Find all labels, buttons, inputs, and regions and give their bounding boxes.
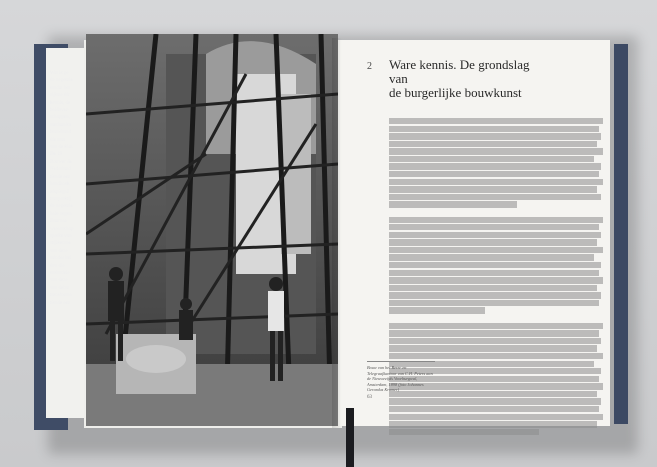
body-text-line — [389, 277, 603, 283]
construction-photo — [86, 34, 338, 426]
body-text-line — [389, 239, 597, 245]
body-text-line — [389, 398, 601, 404]
body-text-line — [389, 194, 601, 200]
chapter-title-line-2: de burgerlijke bouwkunst — [389, 85, 522, 100]
left-page-fragment: de negentie — [50, 78, 73, 84]
left-page-fragment: schappen, — [50, 115, 70, 121]
body-text-line — [389, 163, 601, 169]
body-text-line — [389, 300, 599, 306]
page-number: 63 — [367, 395, 372, 400]
construction-photo-illustration — [86, 34, 338, 426]
left-page-fragment: afspiegeli — [50, 189, 70, 195]
body-text-line — [389, 429, 539, 435]
left-page-fragment: Daarnaa — [50, 219, 67, 225]
chapter-title — [389, 58, 549, 100]
left-page-fragment: Wat is ge — [50, 71, 69, 76]
caption-rule — [367, 361, 435, 362]
left-page-fragment: mechanica — [50, 122, 72, 128]
left-page-fragment: spreke van — [50, 233, 72, 239]
left-page-fragment: beldover- — [50, 108, 70, 114]
left-page-fragment: De 19 — [50, 152, 63, 158]
body-text-line — [389, 232, 601, 238]
left-page-fragment: transforma — [50, 293, 72, 299]
left-page-fragment: sijkste dir — [50, 93, 70, 99]
body-text-line — [389, 323, 603, 329]
left-page-fragment: hele negen — [50, 211, 72, 217]
body-text-line — [389, 292, 601, 298]
left-page-fragment: van de klas — [50, 145, 73, 151]
body-text-line — [389, 133, 601, 139]
body-text-line — [389, 406, 599, 412]
body-text-line — [389, 141, 597, 147]
body-text-line — [389, 345, 597, 351]
left-page-fragment: stijlkenme — [50, 241, 71, 247]
body-text-line — [389, 217, 603, 223]
left-page-fragment: omdat het — [50, 85, 70, 91]
body-text-line — [389, 270, 599, 276]
left-page-fragment: den die — [50, 263, 65, 269]
left-page-fragment: handboek — [50, 182, 70, 188]
left-page-fragment: de negentie — [50, 204, 73, 210]
chapter-title-line-1: Ware kennis. De grondslag van — [389, 57, 530, 86]
left-page-fragment: van deze — [50, 278, 68, 284]
left-page-fragment: minder bel — [50, 256, 72, 262]
left-page-fragment: Bouwer de — [50, 159, 72, 165]
body-text-line — [389, 247, 603, 253]
left-page-fragment: die tuss — [50, 137, 66, 143]
left-page-fragment: onderdele — [50, 270, 70, 276]
body-text-line — [389, 353, 603, 359]
left-page-fragment: Nederland — [50, 167, 71, 173]
body-text-line — [389, 307, 485, 313]
left-page-fragment: kennis, de — [50, 100, 71, 106]
left-page-fragment: van deze — [50, 248, 68, 254]
left-page-fragment: tiende eeu — [50, 300, 71, 306]
left-page-fragment: tiende eeu — [50, 174, 71, 180]
bookmark-ribbon — [346, 408, 354, 467]
body-text-line — [389, 156, 594, 162]
photo-caption: Bouw van het Bern- en Telegraafkantoor van C.H. Peters aan de Nieuwezijds Voorburgwal, Amsterdam, 1898 (foto Johannes Gerardus Kramer) — [367, 365, 433, 393]
left-page-fragment: tuurpraktij — [50, 196, 72, 202]
body-text-line — [389, 126, 599, 132]
body-text-line — [389, 262, 601, 268]
body-text-line — [389, 414, 603, 420]
left-page-fragment: wetenschap — [50, 226, 74, 232]
body-text-line — [389, 338, 601, 344]
body-text-line — [389, 224, 599, 230]
book-gutter — [332, 38, 348, 428]
body-text-line — [389, 330, 599, 336]
left-page-fragment: van debat — [50, 285, 70, 291]
body-text-line — [389, 118, 603, 124]
left-page-fragment: bouwkund — [50, 130, 72, 136]
body-text-line — [389, 171, 599, 177]
body-text-line — [389, 186, 597, 192]
body-text-line — [389, 201, 517, 207]
body-text-line — [389, 254, 594, 260]
left-page-text-fragments — [50, 70, 86, 307]
body-text-line — [389, 148, 603, 154]
book-cover-right — [614, 44, 628, 424]
body-text-line — [389, 421, 597, 427]
body-text-line — [389, 285, 597, 291]
chapter-number: 2 — [367, 61, 372, 72]
body-text-line — [389, 179, 603, 185]
